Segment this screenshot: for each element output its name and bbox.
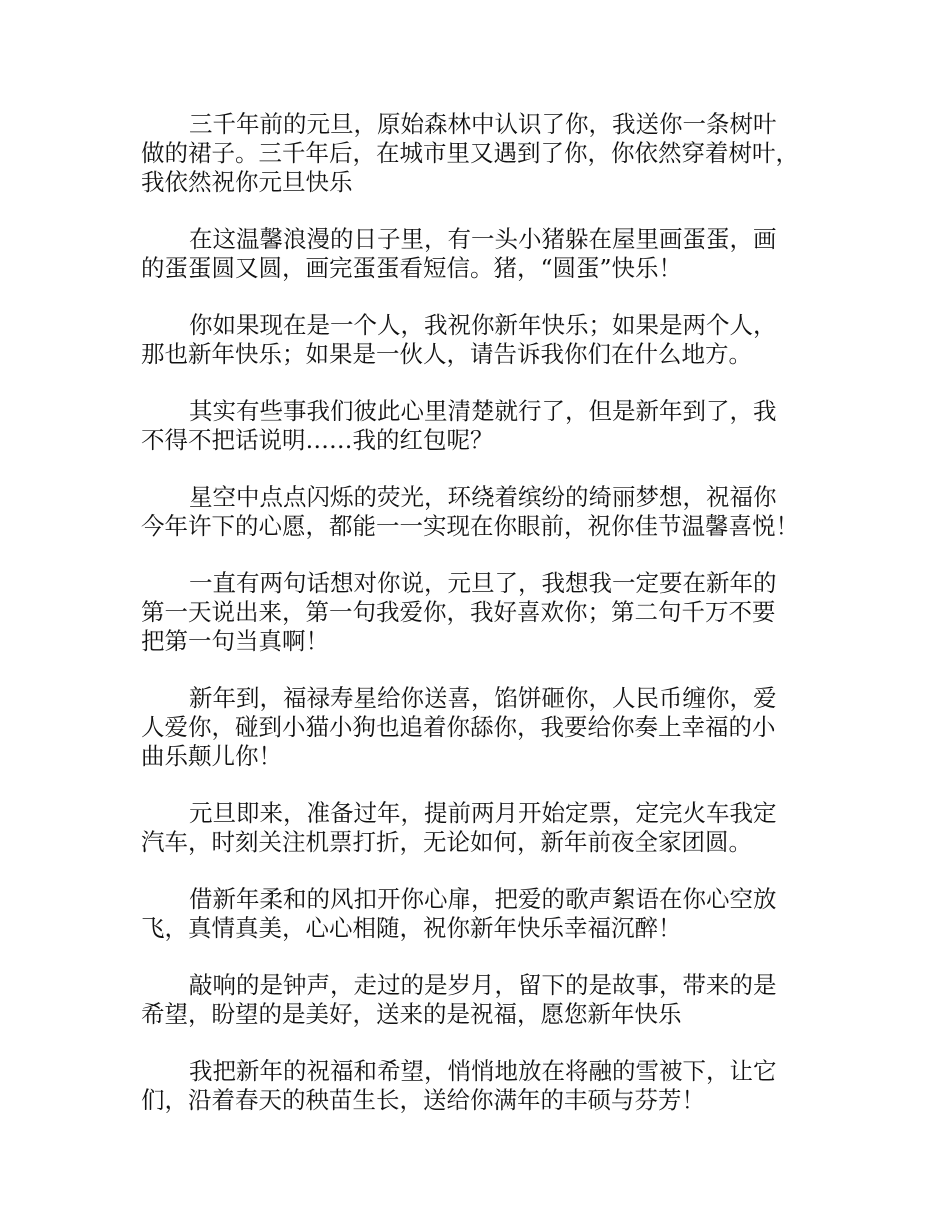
paragraph: 三千年前的元旦，原始森林中认识了你，我送你一条树叶 做的裙子。三千年后，在城市里又遇到了你，你依然穿着树叶， 我依然祝你元旦快乐 — [141, 110, 799, 196]
paragraph: 星空中点点闪烁的荧光，环绕着缤纷的绮丽梦想，祝福你 今年许下的心愿，都能一一实现在你眼前，祝你佳节温馨喜悦！ — [141, 483, 799, 540]
paragraph: 新年到，福禄寿星给你送喜，馅饼砸你，人民币缠你，爱 人爱你，碰到小猫小狗也追着你舔你，我要给你奏上幸福的小 曲乐颠儿你！ — [141, 684, 777, 770]
paragraph: 其实有些事我们彼此心里清楚就行了，但是新年到了，我 不得不把话说明……我的红包呢？ — [141, 397, 777, 454]
document-body — [141, 110, 821, 1115]
paragraph: 一直有两句话想对你说，元旦了，我想我一定要在新年的 第一天说出来，第一句我爱你，我好喜欢你；第二句千万不要 把第一句当真啊！ — [141, 569, 777, 655]
paragraph: 元旦即来，准备过年，提前两月开始定票，定完火车我定 汽车，时刻关注机票打折，无论如何，新年前夜全家团圆。 — [141, 799, 777, 856]
paragraph: 在这温馨浪漫的日子里，有一头小猪躲在屋里画蛋蛋，画 的蛋蛋圆又圆，画完蛋蛋看短信。猪，“圆蛋”快乐！ — [141, 225, 777, 282]
paragraph: 借新年柔和的风扣开你心扉，把爱的歌声絮语在你心空放 飞，真情真美，心心相随，祝你新年快乐幸福沉醉！ — [141, 885, 777, 942]
paragraph: 我把新年的祝福和希望，悄悄地放在将融的雪被下，让它 们，沿着春天的秧苗生长，送给你满年的丰硕与芬芳！ — [141, 1057, 777, 1114]
paragraph: 你如果现在是一个人，我祝你新年快乐；如果是两个人， 那也新年快乐；如果是一伙人，请告诉我你们在什么地方。 — [141, 311, 777, 368]
paragraph: 敲响的是钟声，走过的是岁月，留下的是故事，带来的是 希望，盼望的是美好，送来的是祝福，愿您新年快乐 — [141, 971, 777, 1028]
